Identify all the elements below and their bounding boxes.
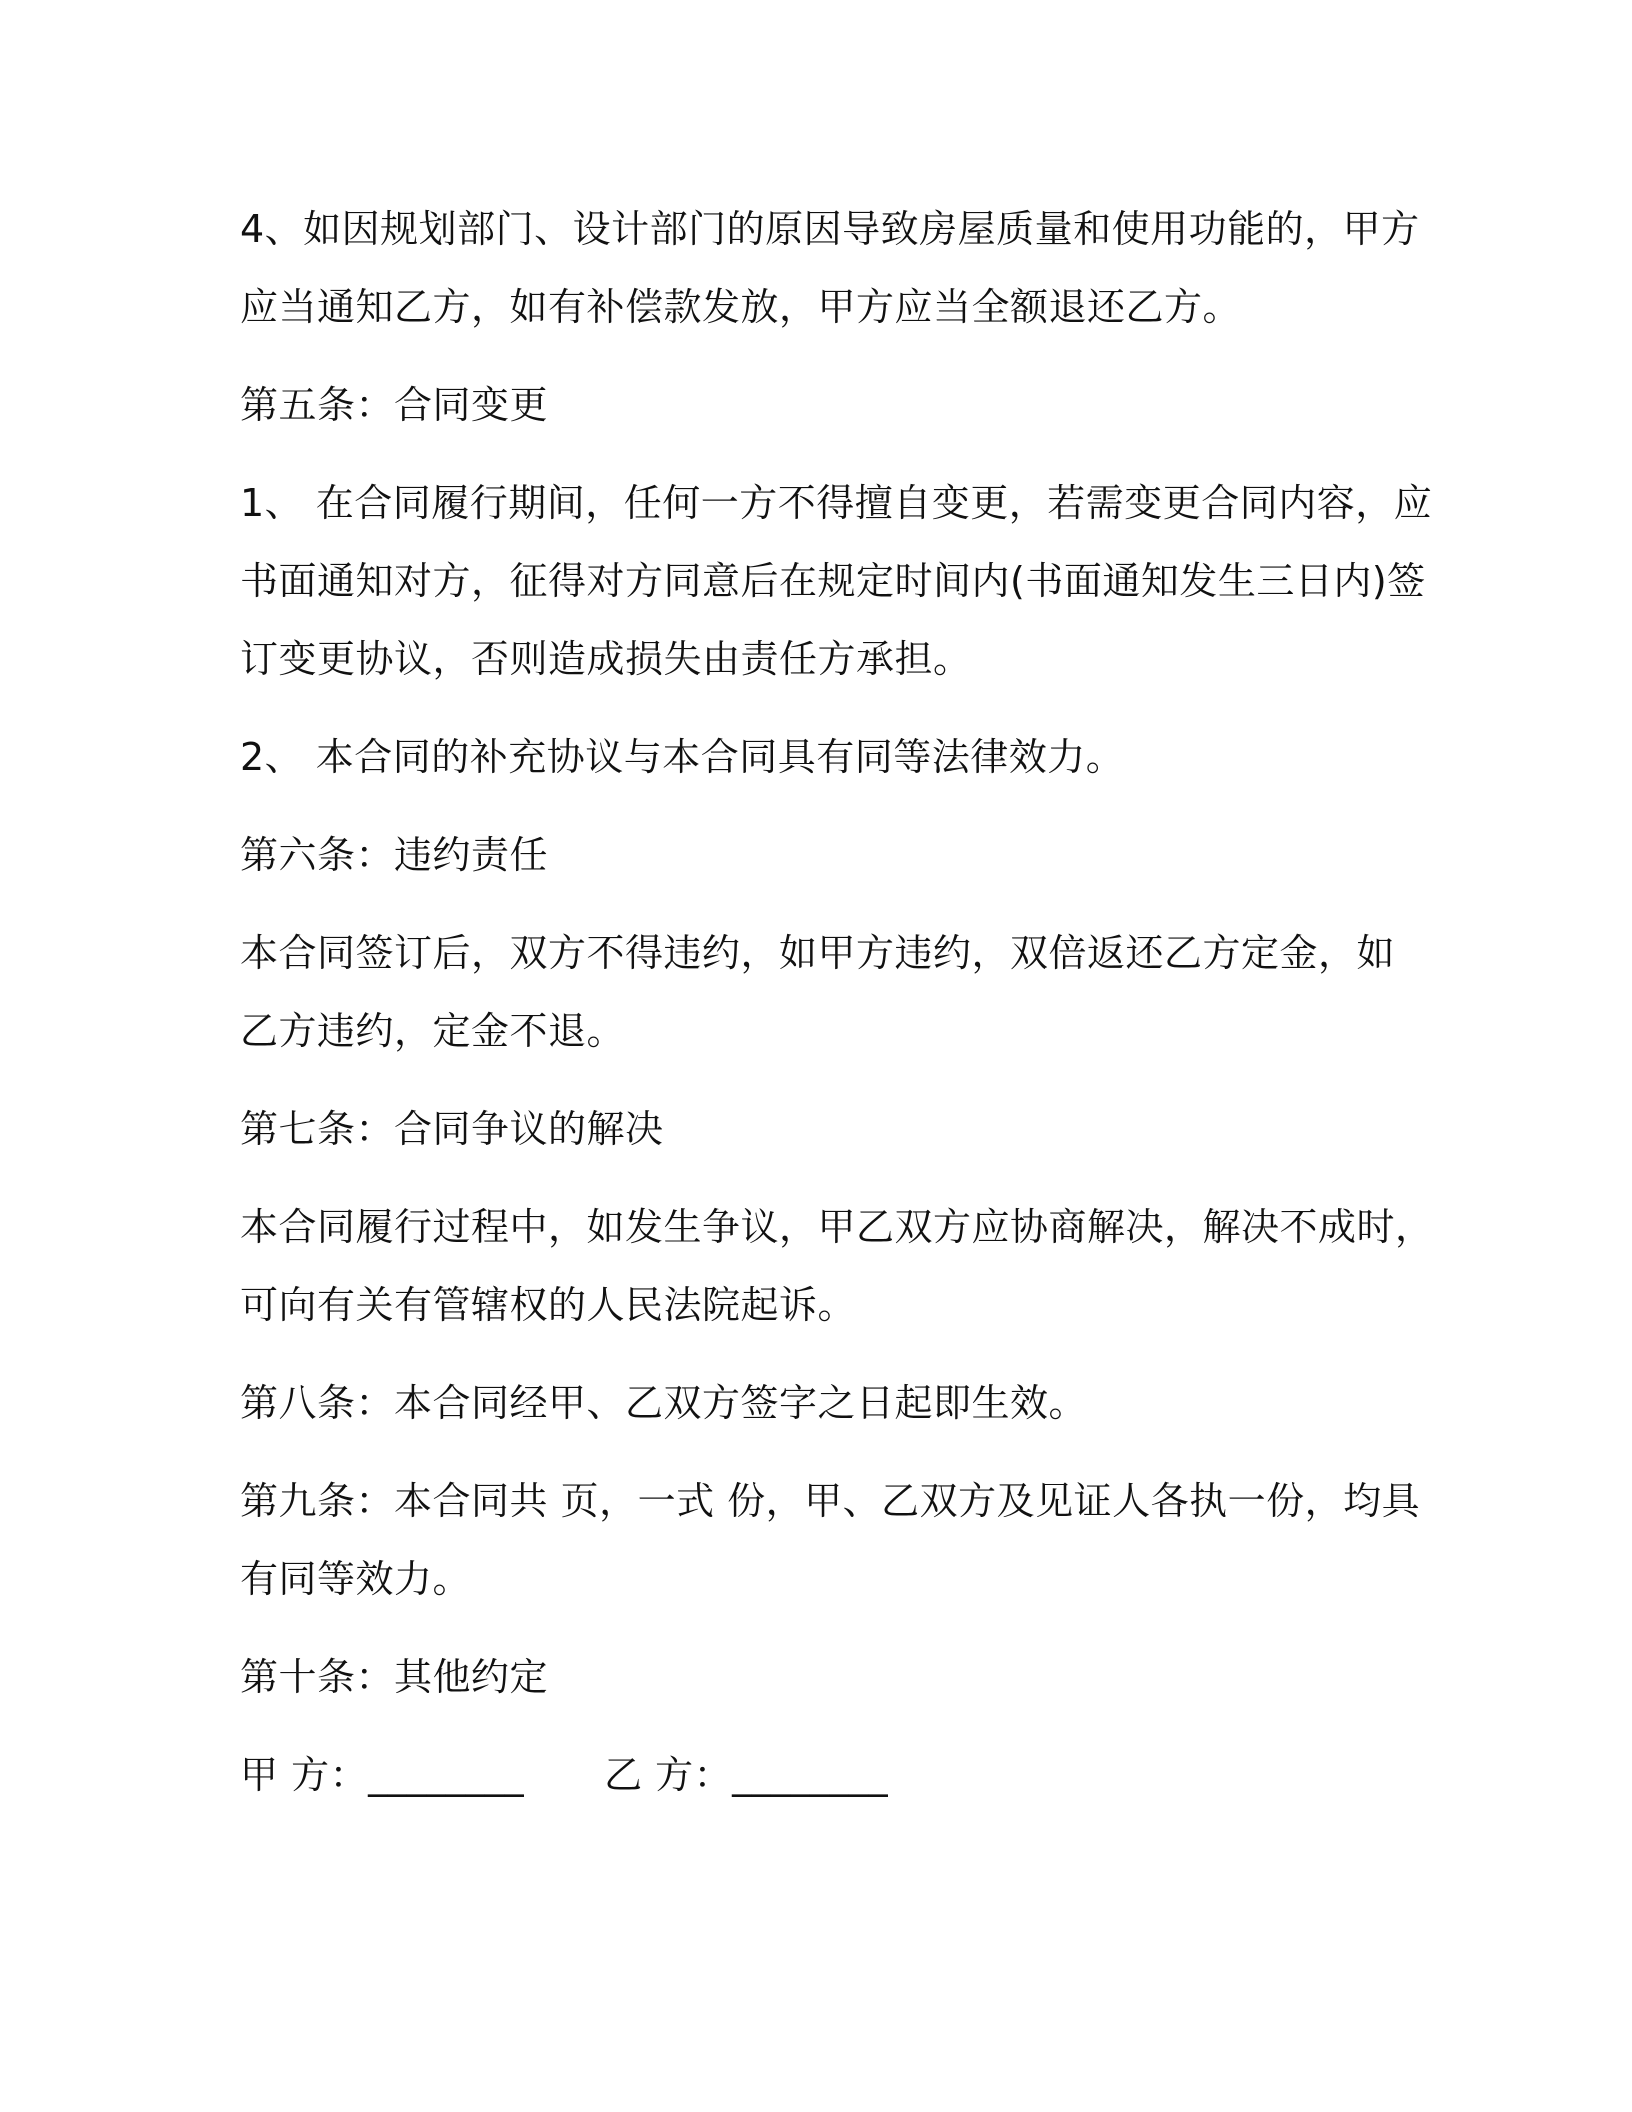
article-heading: 第十条：其他约定 — [240, 1655, 549, 1699]
article-5-item-1 — [240, 464, 1433, 698]
text-line: 可向有关有管辖权的人民法院起诉。 — [240, 1283, 857, 1327]
text-line: 第九条：本合同共 页，一式 份，甲、乙双方及见证人各执一份，均具 — [240, 1479, 1421, 1523]
article-9 — [240, 1462, 1421, 1618]
party-a-signature: 甲 方：________ — [240, 1753, 525, 1797]
text-line: 订变更协议，否则造成损失由责任方承担。 — [240, 637, 972, 681]
clause-4-paragraph — [240, 190, 1420, 346]
document-body — [240, 190, 1434, 1834]
article-6-body — [240, 914, 1396, 1070]
text-line: 第八条：本合同经甲、乙双方签字之日起即生效。 — [240, 1381, 1088, 1425]
article-7-body — [240, 1188, 1434, 1344]
article-heading: 第七条：合同争议的解决 — [240, 1107, 664, 1151]
article-7-title — [240, 1090, 1390, 1168]
text-line: 4、如因规划部门、设计部门的原因导致房屋质量和使用功能的，甲方 — [240, 207, 1420, 251]
text-line: 本合同签订后，双方不得违约，如甲方违约，双倍返还乙方定金，如 — [240, 931, 1396, 975]
signature-row — [240, 1736, 1390, 1814]
article-6-title — [240, 816, 1390, 894]
article-heading: 第六条：违约责任 — [240, 833, 549, 877]
text-line: 乙方违约，定金不退。 — [240, 1009, 626, 1053]
text-line: 本合同履行过程中，如发生争议，甲乙双方应协商解决，解决不成时， — [240, 1205, 1434, 1249]
party-b-signature: 乙 方：________ — [604, 1753, 889, 1797]
text-line: 书面通知对方，征得对方同意后在规定时间内(书面通知发生三日内)签 — [240, 559, 1426, 603]
article-10-title — [240, 1638, 1390, 1716]
article-5-item-2 — [240, 718, 1390, 796]
article-5-title — [240, 366, 1390, 444]
article-8 — [240, 1364, 1390, 1442]
text-line: 1、 在合同履行期间，任何一方不得擅自变更，若需变更合同内容，应 — [240, 481, 1433, 525]
text-line: 有同等效力。 — [240, 1557, 472, 1601]
text-line: 2、 本合同的补充协议与本合同具有同等法律效力。 — [240, 735, 1125, 779]
article-heading: 第五条：合同变更 — [240, 383, 549, 427]
text-line: 应当通知乙方，如有补偿款发放，甲方应当全额退还乙方。 — [240, 285, 1242, 329]
